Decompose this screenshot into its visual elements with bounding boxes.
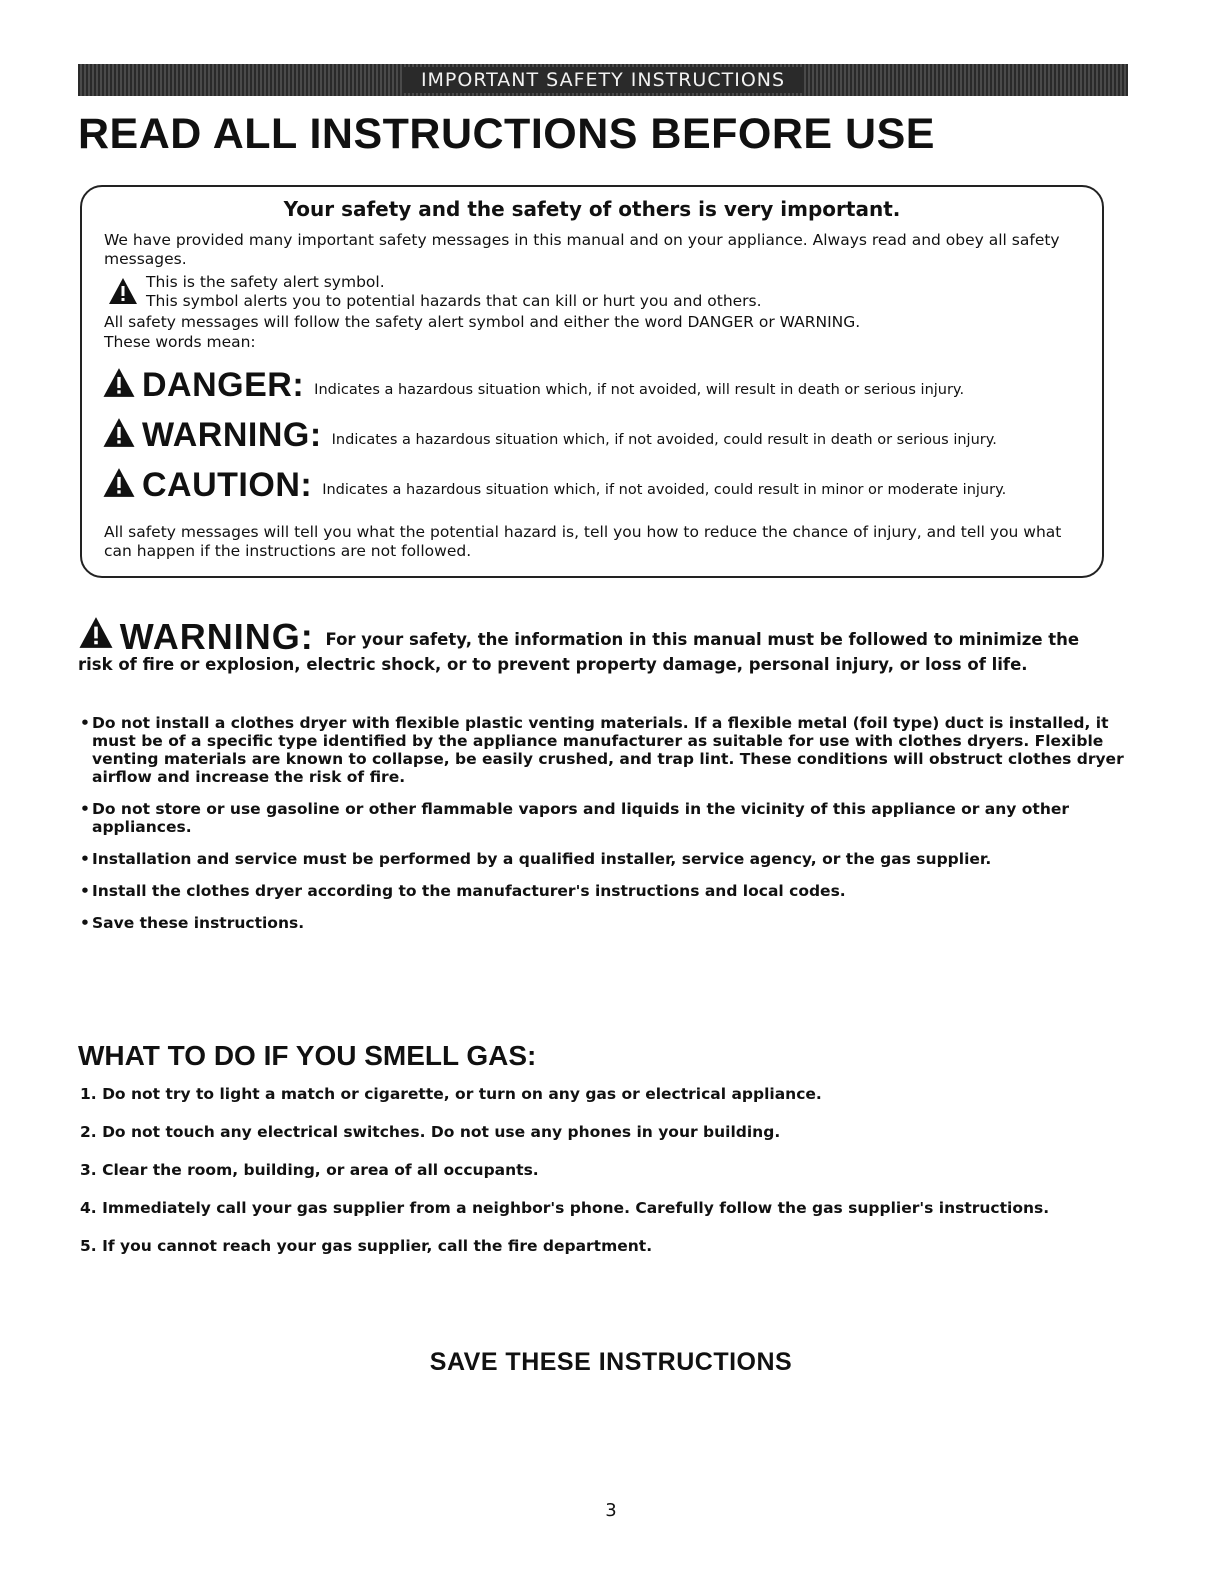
- warning-row: [102, 417, 997, 452]
- page-number: 3: [605, 1500, 617, 1521]
- safety-box-heading: Your safety and the safety of others is very important.: [283, 197, 901, 221]
- list-item: 2. Do not touch any electrical switches. Do not use any phones in your building.: [80, 1123, 781, 1141]
- safety-bullet-list: [80, 714, 1130, 946]
- danger-desc: Indicates a hazardous situation which, if not avoided, will result in death or serious injury.: [314, 382, 965, 398]
- caution-alert-icon: [102, 467, 136, 502]
- list-item: 1. Do not try to light a match or cigarette, or turn on any gas or electrical appliance.: [80, 1085, 822, 1103]
- danger-row: [102, 367, 964, 402]
- list-item: • Do not store or use gasoline or other flammable vapors and liquids in the vicinity of this appliance or any other appliances.: [80, 800, 1130, 836]
- list-item: 4. Immediately call your gas supplier from a neighbor's phone. Carefully follow the gas supplier's instructions.: [80, 1199, 1050, 1217]
- warning-word: WARNING:: [142, 416, 322, 454]
- header-banner: [78, 64, 1128, 96]
- banner-title: IMPORTANT SAFETY INSTRUCTIONS: [403, 67, 803, 93]
- list-item: 3. Clear the room, building, or area of all occupants.: [80, 1161, 539, 1179]
- list-item: • Install the clothes dryer according to the manufacturer's instructions and local codes.: [80, 882, 1130, 900]
- gas-steps-list: [80, 1085, 1130, 1275]
- save-instructions-heading: SAVE THESE INSTRUCTIONS: [429, 1348, 793, 1376]
- safety-words-mean: These words mean:: [104, 333, 256, 351]
- gas-section-heading: WHAT TO DO IF YOU SMELL GAS:: [78, 1040, 537, 1071]
- general-warning-icon: [78, 616, 114, 654]
- safety-alert-triangle-icon: [108, 277, 138, 309]
- safety-alert-legend: [104, 273, 762, 311]
- alert-line-1: This is the safety alert symbol.: [146, 273, 385, 291]
- general-warning: [78, 616, 1118, 675]
- danger-word: DANGER:: [142, 366, 305, 404]
- general-warning-text: For your safety, the information in this manual must be followed to minimize the risk of fire or explosion, electric shock, or to prevent property damage, personal injury, or loss of life.: [78, 630, 1080, 674]
- safety-closing: All safety messages will tell you what the potential hazard is, tell you how to reduce the chance of injury, and tell you what can happen if the instructions are not followed.: [104, 523, 1062, 560]
- safety-follow-text: All safety messages will follow the safety alert symbol and either the word DANGER or WARNING.: [104, 313, 861, 331]
- general-warning-word: WARNING:: [119, 616, 314, 657]
- caution-row: [102, 467, 1022, 502]
- list-item: • Installation and service must be performed by a qualified installer, service agency, or the gas supplier.: [80, 850, 1130, 868]
- page-title: READ ALL INSTRUCTIONS BEFORE USE: [78, 110, 935, 158]
- list-item: • Save these instructions.: [80, 914, 1130, 932]
- alert-line-2: This symbol alerts you to potential hazards that can kill or hurt you and others.: [146, 292, 762, 310]
- caution-word: CAUTION:: [142, 466, 313, 504]
- warning-desc: Indicates a hazardous situation which, if not avoided, could result in death or serious injury.: [331, 432, 997, 448]
- safety-intro: We have provided many important safety messages in this manual and on your appliance. Always read and obey all safety messages.: [104, 231, 1060, 268]
- safety-info-box: [80, 185, 1104, 578]
- danger-alert-icon: [102, 367, 136, 402]
- list-item: • Do not install a clothes dryer with flexible plastic venting materials. If a flexible metal (foil type) duct is installed, it must be of a specific type identified by the appliance manufacturer as suitable for use with clothes dryers. Flexible venting materials are known to collapse, be easily crushed, and trap lint. These conditions will obstruct clothes dryer airflow and increase the risk of fire.: [80, 714, 1130, 786]
- list-item: 5. If you cannot reach your gas supplier, call the fire department.: [80, 1237, 653, 1255]
- warning-alert-icon: [102, 417, 136, 452]
- caution-desc: Indicates a hazardous situation which, if not avoided, could result in minor or moderate injury.: [322, 482, 1007, 498]
